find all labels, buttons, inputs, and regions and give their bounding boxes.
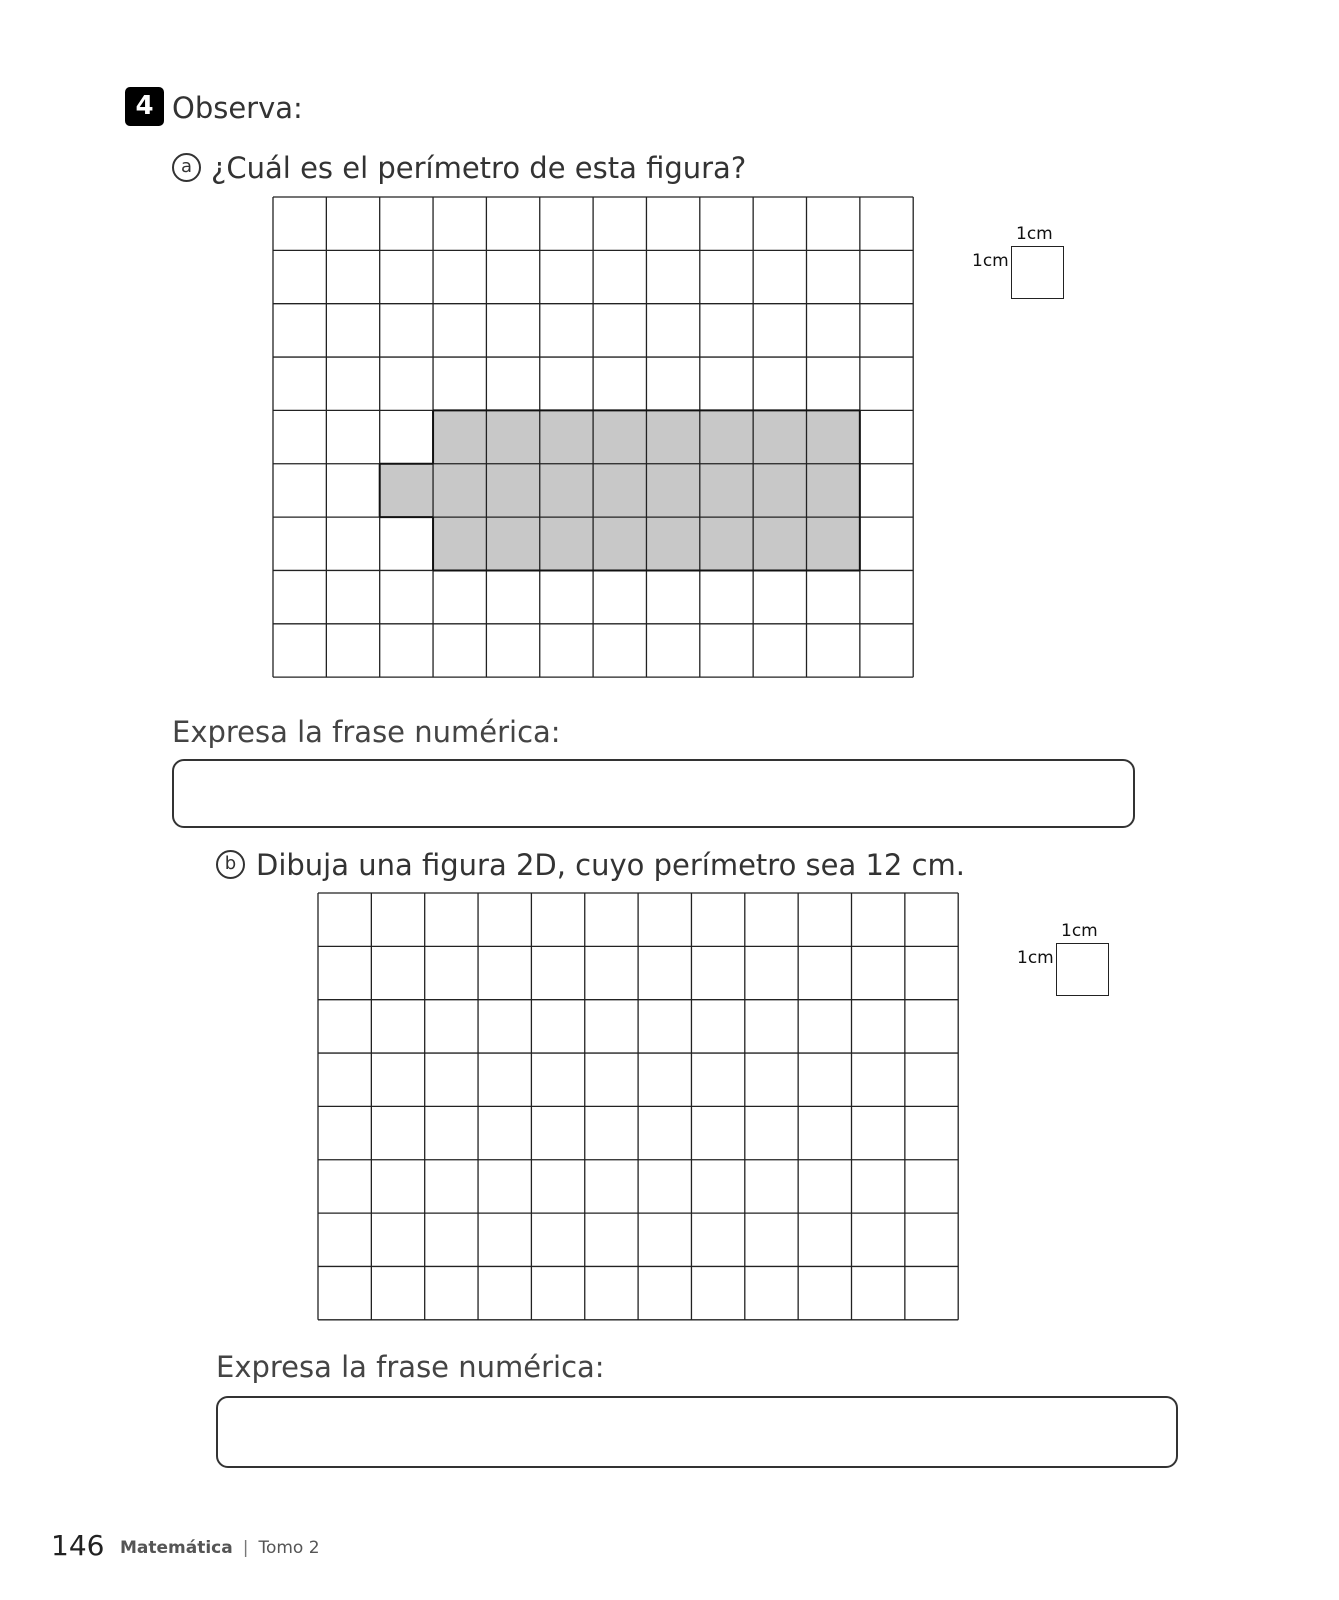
shaded-cell: [540, 517, 593, 570]
part-a-marker: a: [172, 153, 201, 182]
footer-separator: |: [242, 1538, 249, 1558]
shaded-cell: [807, 410, 860, 463]
page-number: 146: [51, 1529, 105, 1562]
shaded-cell: [593, 410, 646, 463]
shaded-cell: [486, 517, 539, 570]
shaded-cell: [433, 410, 486, 463]
shaded-cell: [540, 410, 593, 463]
part-b-answer-box[interactable]: [216, 1396, 1178, 1468]
shaded-cell: [433, 464, 486, 517]
part-b-unit-top-label: 1cm: [1061, 921, 1098, 941]
part-b-marker: b: [216, 850, 245, 879]
part-a-prompt: Expresa la frase numérica:: [172, 715, 561, 749]
part-b-question: Dibuja una figura 2D, cuyo perímetro sea 12 cm.: [256, 848, 966, 882]
shaded-cell: [807, 517, 860, 570]
shaded-cell: [753, 517, 806, 570]
part-a-unit-side-label: 1cm: [972, 251, 1009, 271]
part-a-unit-top-label: 1cm: [1016, 224, 1053, 244]
shaded-cell: [593, 517, 646, 570]
part-a-answer-box[interactable]: [172, 759, 1135, 828]
shaded-cell: [486, 410, 539, 463]
footer-volume: Tomo 2: [258, 1538, 320, 1558]
shaded-cell: [593, 464, 646, 517]
exercise-title: Observa:: [172, 91, 303, 125]
footer-book-info: [120, 1537, 320, 1559]
shaded-cell: [807, 464, 860, 517]
part-b-unit-side-label: 1cm: [1017, 948, 1054, 968]
shaded-cell: [433, 517, 486, 570]
part-b-unit-square: [1056, 943, 1109, 996]
shaded-cell: [700, 464, 753, 517]
shaded-cell: [753, 464, 806, 517]
shaded-cell: [646, 517, 699, 570]
part-a-unit-square: [1011, 246, 1064, 299]
shaded-cell: [486, 464, 539, 517]
shaded-cell: [700, 517, 753, 570]
shaded-cell: [753, 410, 806, 463]
part-a-question: ¿Cuál es el perímetro de esta figura?: [211, 151, 747, 185]
exercise-number-badge: 4: [125, 87, 164, 126]
footer-subject: Matemática: [120, 1538, 233, 1558]
part-a-grid: [273, 197, 913, 677]
shaded-cell: [646, 410, 699, 463]
part-b-grid[interactable]: [318, 893, 958, 1320]
shaded-cell: [646, 464, 699, 517]
shaded-cell: [380, 464, 433, 517]
shaded-cell: [700, 410, 753, 463]
part-b-prompt: Expresa la frase numérica:: [216, 1350, 605, 1384]
shaded-cell: [540, 464, 593, 517]
